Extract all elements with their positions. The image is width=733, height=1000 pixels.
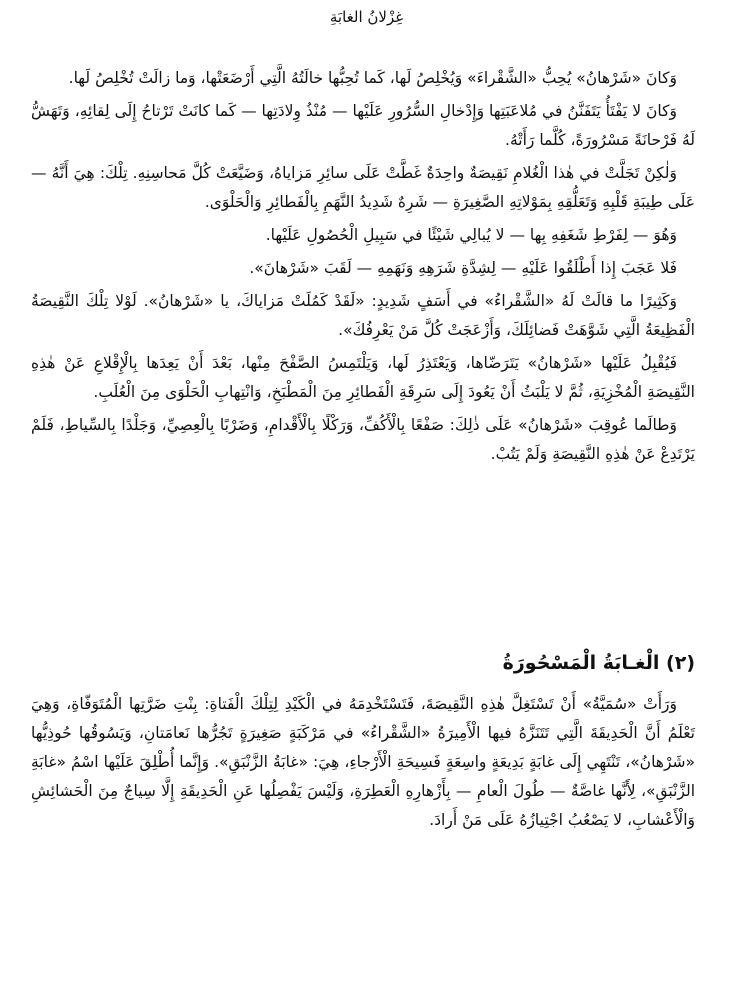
paragraph: فَيُقْبِلُ عَلَيْها «شَرْهانُ» يَتَرَضّاها، وَيَعْتَذِرُ لَها، وَيَلْتَمِسُ الصَّفْحَ مِنْها، بَعْدَ أَنْ يَعِدَها بِالْإِقْلاعِ عَنْ هٰذِهِ النَّقِيصَةِ الْمُخْزِيَةِ، ثُمَّ لا يَلْبَثُ أَنْ يَعُودَ إِلَى سَرِقَةِ الْفَطائِرِ مِنَ الْمَطْبَخِ، وَانْتِهابِ الْحَلْوَى مِنَ الْعُلَبِ. — [31, 354, 695, 401]
paragraph: وَهُوَ — لِفَرْطِ شَغَفِهِ بِها — لا يُبالِي شَيْئًا في سَبِيلِ الْحُصُولِ عَلَيْها. — [265, 226, 677, 244]
paragraph: فَلا عَجَبَ إِذا أَطْلَقُوا عَلَيْهِ — لِشِدَّةِ شَرَهِهِ وَنَهَمِهِ — لَقَبَ «شَرْهانَ». — [249, 259, 677, 277]
paragraph: وَكانَ «شَرْهانُ» يُحِبُّ «الشَّقْراءَ» وَيُخْلِصُ لَها، كَما تُحِبُّها خالَتُهُ الَّتِي أَرْضَعَتْها، وَما زالَتْ تُخْلِصُ لَها. — [68, 69, 677, 87]
running-header: غِزْلانُ الغابَةِ — [329, 8, 404, 26]
section-two-body — [31, 690, 695, 839]
paragraph: وَرَأَتْ «سُمَيَّةُ» أَنْ تَسْتَغِلَّ هٰذِهِ النَّقِيصَةَ، فَتَسْتَخْدِمَهُ في الْكَيْدِ لِتِلْكَ الْفَتاةِ: بِنْتِ ضَرَّتِها الْمُتَوَفّاةِ، وَهِيَ تَعْلَمُ أَنَّ الْحَدِيقَةَ الَّتِي تَتَنَزَّهُ فيها الْأَمِيرَةُ «الشَّقْراءُ» في مَرْكَبَةٍ صَغِيرَةٍ تَجُرُّها نَعامَتانِ، وَيَسُوقُها حُوذِيُّها «شَرْهانُ»، تَنْتَهِي إِلَى غابَةٍ بَدِيعَةٍ واسِعَةٍ فَسِيحَةِ الْأَرْجاءِ، هِيَ: «غابَةُ الزَّنْبَقِ». وَإِنَّما أُطْلِقَ عَلَيْها اسْمُ «غابَةِ الزَّنْبَقِ»، لِأَنَّها غاصَّةٌ — طُولَ الْعامِ — بِأَزْهارِهِ الْعَطِرَةِ، وَلَيْسَ يَفْصِلُها عَنِ الْحَدِيقَةِ إِلَّا سِياجٌ مِنَ الْحَشائِشِ وَالْأَعْشابِ، لا يَصْعُبُ اجْتِيازُهُ عَلَى مَنْ أَرادَ. — [31, 695, 695, 829]
section-one-body — [31, 64, 695, 473]
paragraph: وَكَثِيرًا ما قالَتْ لَهُ «الشَّقْراءُ» في أَسَفٍ شَدِيدٍ: «لَقَدْ كَمُلَتْ مَزاياكَ، يا «شَرْهانُ». لَوْلا تِلْكَ النَّقِيصَةُ الْفَظِيعَةُ الَّتِي شَوَّهَتْ فَضائِلَكَ، وَأَزْعَجَتْ كُلَّ مَنْ يَعْرِفُكَ». — [31, 292, 695, 339]
paragraph: وَطالَما عُوقِبَ «شَرْهانُ» عَلَى ذٰلِكَ: صَفْعًا بِالْأَكُفِّ، وَرَكْلًا بِالْأَقْدامِ، وَضَرْبًا بِالْعِصِيِّ، وَجَلْدًا بِالسِّياطِ، فَلَمْ يَرْتَدِعْ عَنْ هٰذِهِ النَّقِيصَةِ وَلَمْ يَتُبْ. — [31, 416, 695, 463]
paragraph: وَلٰكِنْ تَجَلَّتْ في هٰذا الْغُلامِ نَقِيصَةٌ واحِدَةٌ غَطَّتْ عَلَى سائِرِ مَزاياهُ، وَضَيَّعَتْ كُلَّ مَحاسِنِهِ. تِلْكَ: هِيَ أَنَّهُ — عَلَى طِيبَةِ قَلْبِهِ وَتَعَلُّقِهِ بِمَوْلاتِهِ الصَّغِيرَةِ — شَرِهٌ شَدِيدُ النَّهَمِ بِالْفَطائِرِ وَالْحَلْوَى. — [31, 164, 695, 211]
section-heading: (٢) الْغـابَةُ الْمَسْحُورَةُ — [502, 652, 695, 674]
paragraph: وَكانَ لا يَفْتَأُ يَتَفَنَّنُ في مُلاعَبَتِها وَإِدْخالِ السُّرُورِ عَلَيْها — مُنْذُ وِلادَتِها — كَما كانَتْ تَرْتاحُ إِلَى لِقائِهِ، وَتَهَشُّ لَهُ فَرْحانَةً مَسْرُورَةً، كُلَّما رَأَتْهُ. — [31, 102, 695, 149]
